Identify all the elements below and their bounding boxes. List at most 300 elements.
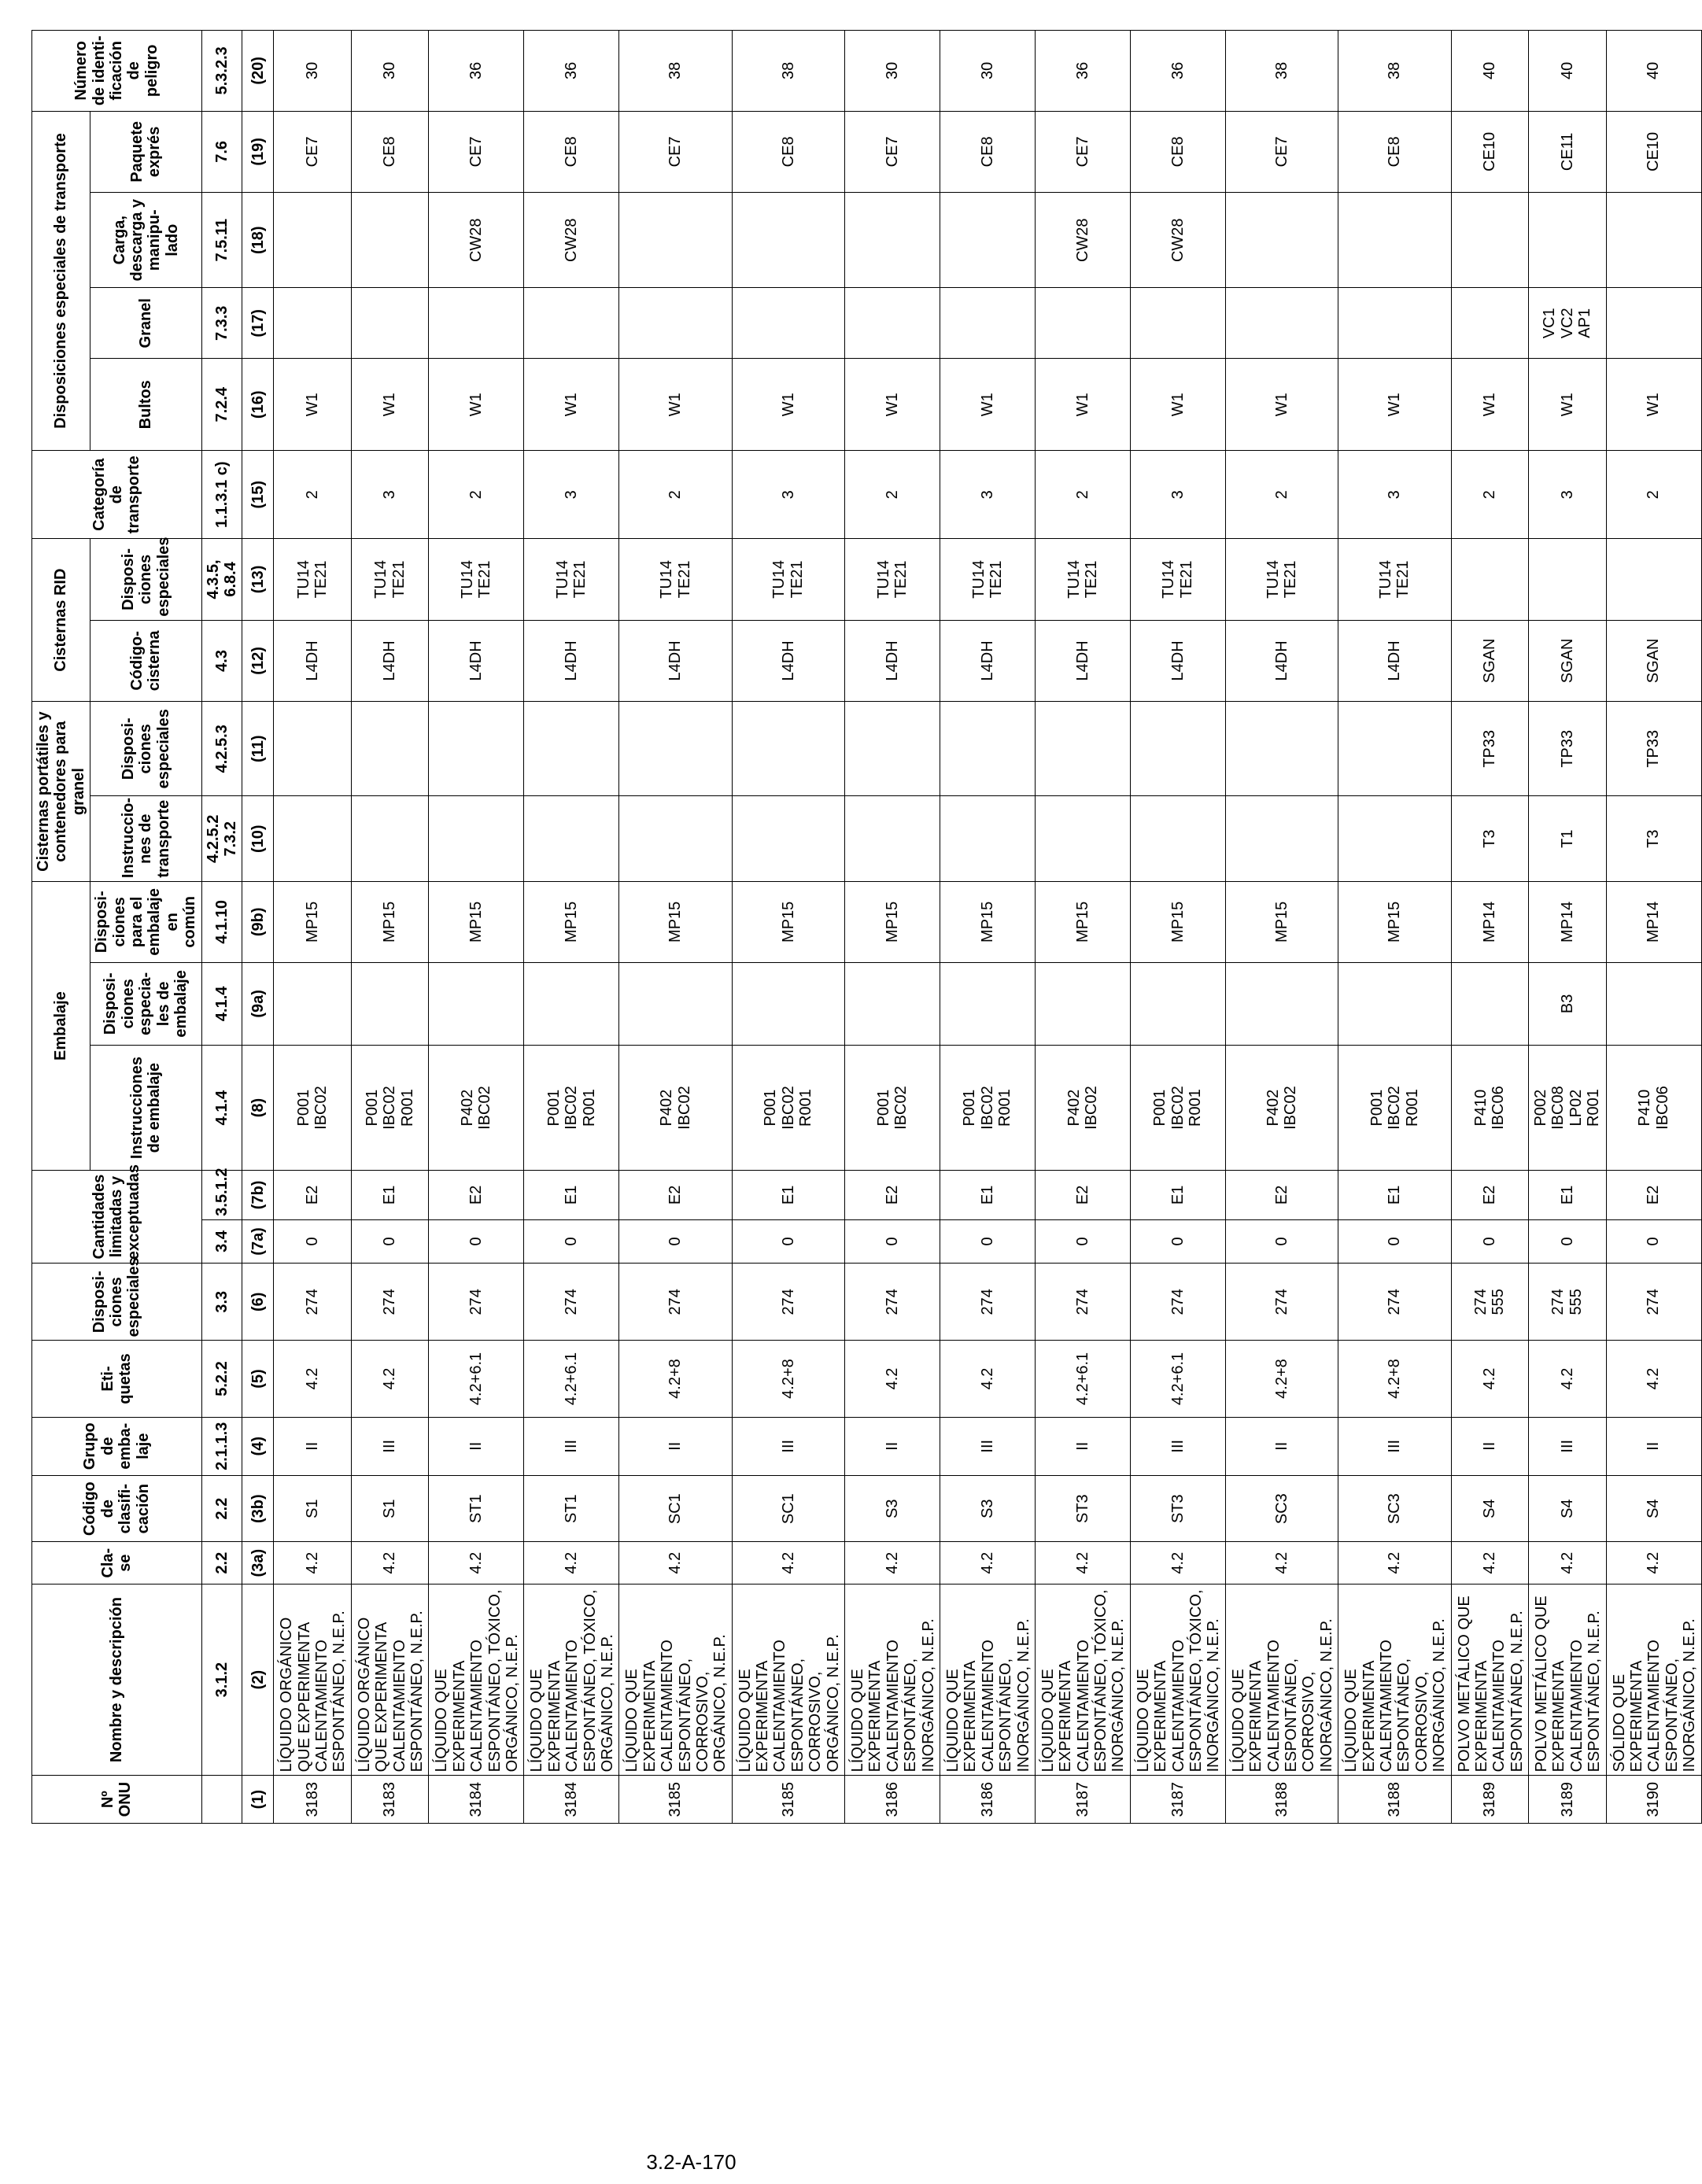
express-cell: CE8 [1130, 111, 1225, 193]
bulk-cell [1606, 288, 1701, 359]
packing-group-cell: II [619, 1417, 732, 1475]
packing-instructions-cell: P001 IBC02 [845, 1046, 940, 1171]
name-cell: LÍQUIDO QUE EXPERIMENTA CALENTAMIENTO ESPONTÁNEO, TÓXICO, ORGÁNICO, N.E.P. [524, 1584, 619, 1776]
tank-special-provisions-cell [1225, 702, 1338, 796]
tank-special-provisions-cell: TP33 [1529, 702, 1607, 796]
tank-special-provisions-cell: TP33 [1606, 702, 1701, 796]
transport-category-cell: 3 [1130, 451, 1225, 539]
loading-cell [619, 193, 732, 288]
packing-group-cell: II [429, 1417, 524, 1475]
loading-cell [940, 193, 1035, 288]
packing-instructions-cell: P001 IBC02 [274, 1046, 352, 1171]
hazard-id-cell: 36 [429, 31, 524, 112]
name-cell: POLVO METÁLICO QUE EXPERIMENTA CALENTAMIENTO ESPONTÁNEO, N.E.P. [1451, 1584, 1529, 1776]
mixed-packing-provisions-cell: MP14 [1451, 882, 1529, 962]
excepted-quantity-cell: E1 [524, 1171, 619, 1220]
name-cell: LÍQUIDO QUE EXPERIMENTA CALENTAMIENTO ESPONTÁNEO, TÓXICO, INORGÁNICO, N.E.P. [1035, 1584, 1130, 1776]
excepted-quantity-cell: E2 [619, 1171, 732, 1220]
packing-group-cell: II [1035, 1417, 1130, 1475]
mixed-packing-provisions-cell: MP15 [1130, 882, 1225, 962]
limited-quantity-cell: 0 [274, 1219, 352, 1263]
rid-special-provisions-cell: TU14 TE21 [274, 539, 352, 620]
tank-special-provisions-cell [524, 702, 619, 796]
special-packing-provisions-cell [1606, 962, 1701, 1046]
header-rid-special-provisions: Disposi-ciones especiales [90, 539, 201, 620]
ref-cell: 5.3.2.3 [201, 31, 242, 112]
limited-quantity-cell: 0 [845, 1219, 940, 1263]
rid-special-provisions-cell: TU14 TE21 [1338, 539, 1451, 620]
name-cell: LÍQUIDO ORGÁNICO QUE EXPERIMENTA CALENTAMIENTO ESPONTÁNEO, N.E.P. [274, 1584, 352, 1776]
packages-cell: W1 [351, 359, 429, 451]
column-number-cell: (7b) [242, 1171, 274, 1220]
transport-category-cell: 2 [1225, 451, 1338, 539]
express-cell: CE8 [524, 111, 619, 193]
class-cell: 4.2 [1606, 1542, 1701, 1584]
name-cell: LÍQUIDO QUE EXPERIMENTA CALENTAMIENTO ESPONTÁNEO, CORROSIVO, ORGÁNICO, N.E.P. [732, 1584, 844, 1776]
packages-cell: W1 [1130, 359, 1225, 451]
packages-cell: W1 [845, 359, 940, 451]
special-provisions-cell: 274 555 [1529, 1264, 1607, 1341]
packing-group-cell: II [274, 1417, 352, 1475]
class-cell: 4.2 [1035, 1542, 1130, 1584]
mixed-packing-provisions-cell: MP14 [1529, 882, 1607, 962]
express-cell: CE8 [732, 111, 844, 193]
express-cell: CE8 [351, 111, 429, 193]
packing-instructions-cell: P402 IBC02 [619, 1046, 732, 1171]
packing-group-cell: III [1130, 1417, 1225, 1475]
tank-instructions-cell: T3 [1606, 796, 1701, 882]
un-number-cell: 3190 [1606, 1776, 1701, 1824]
column-number-cell: (3a) [242, 1542, 274, 1584]
loading-cell: CW28 [429, 193, 524, 288]
excepted-quantity-cell: E2 [1035, 1171, 1130, 1220]
special-packing-provisions-cell: B3 [1529, 962, 1607, 1046]
ref-cell: 2.1.1.3 [201, 1417, 242, 1475]
mixed-packing-provisions-cell: MP15 [1225, 882, 1338, 962]
header-un-number: Nº ONU [32, 1776, 202, 1824]
class-cell: 4.2 [351, 1542, 429, 1584]
packages-cell: W1 [1606, 359, 1701, 451]
special-packing-provisions-cell [524, 962, 619, 1046]
transport-category-cell: 2 [1451, 451, 1529, 539]
rid-special-provisions-cell [1451, 539, 1529, 620]
class-cell: 4.2 [524, 1542, 619, 1584]
excepted-quantity-cell: E2 [429, 1171, 524, 1220]
mixed-packing-provisions-cell: MP15 [940, 882, 1035, 962]
header-limited-excepted: Cantidades limitadas y exceptuadas [32, 1171, 202, 1264]
tank-special-provisions-cell [274, 702, 352, 796]
class-cell: 4.2 [1529, 1542, 1607, 1584]
packing-group-cell: III [1338, 1417, 1451, 1475]
column-number-cell: (13) [242, 539, 274, 620]
column-number-cell: (4) [242, 1417, 274, 1475]
header-mixed-packing-provisions: Disposi-ciones para el embalaje en común [90, 882, 201, 962]
tank-instructions-cell [1035, 796, 1130, 882]
hazard-id-cell: 36 [1035, 31, 1130, 112]
special-packing-provisions-cell [732, 962, 844, 1046]
tank-instructions-cell [619, 796, 732, 882]
excepted-quantity-cell: E1 [1130, 1171, 1225, 1220]
rid-special-provisions-cell: TU14 TE21 [619, 539, 732, 620]
hazard-id-cell: 36 [524, 31, 619, 112]
special-provisions-cell: 274 [429, 1264, 524, 1341]
header-tank-code: Código-cisterna [90, 620, 201, 701]
rid-special-provisions-cell: TU14 TE21 [1035, 539, 1130, 620]
transport-category-cell: 3 [524, 451, 619, 539]
loading-cell [732, 193, 844, 288]
class-cell: 4.2 [732, 1542, 844, 1584]
ref-cell: 3.1.2 [201, 1584, 242, 1776]
special-provisions-cell: 274 [1035, 1264, 1130, 1341]
hazard-id-cell: 36 [1130, 31, 1225, 112]
special-provisions-cell: 274 555 [1451, 1264, 1529, 1341]
column-number-row [242, 31, 274, 1824]
bulk-cell [429, 288, 524, 359]
hazard-id-cell: 38 [619, 31, 732, 112]
column-number-cell: (15) [242, 451, 274, 539]
name-cell: LÍQUIDO QUE EXPERIMENTA CALENTAMIENTO ESPONTÁNEO, CORROSIVO, ORGÁNICO, N.E.P. [619, 1584, 732, 1776]
un-number-cell: 3188 [1225, 1776, 1338, 1824]
packages-cell: W1 [1338, 359, 1451, 451]
column-number-cell: (5) [242, 1341, 274, 1417]
column-number-cell: (11) [242, 702, 274, 796]
limited-quantity-cell: 0 [1130, 1219, 1225, 1263]
header-hazard-id: Número de identi-ficación de peligro [32, 31, 202, 112]
ref-cell: 3.5.1.2 [201, 1171, 242, 1220]
special-packing-provisions-cell [1225, 962, 1338, 1046]
labels-cell: 4.2+6.1 [429, 1341, 524, 1417]
special-packing-provisions-cell [429, 962, 524, 1046]
mixed-packing-provisions-cell: MP15 [429, 882, 524, 962]
name-cell: LÍQUIDO QUE EXPERIMENTA CALENTAMIENTO ESPONTÁNEO, INORGÁNICO, N.E.P. [940, 1584, 1035, 1776]
tank-instructions-cell [1338, 796, 1451, 882]
tank-instructions-cell [429, 796, 524, 882]
transport-category-cell: 3 [732, 451, 844, 539]
tank-special-provisions-cell [619, 702, 732, 796]
mixed-packing-provisions-cell: MP15 [351, 882, 429, 962]
mixed-packing-provisions-cell: MP15 [1035, 882, 1130, 962]
transport-category-cell: 2 [429, 451, 524, 539]
table-row [274, 31, 352, 1824]
class-cell: 4.2 [845, 1542, 940, 1584]
bulk-cell: VC1 VC2 AP1 [1529, 288, 1607, 359]
labels-cell: 4.2 [1606, 1341, 1701, 1417]
name-cell: LÍQUIDO ORGÁNICO QUE EXPERIMENTA CALENTAMIENTO ESPONTÁNEO, N.E.P. [351, 1584, 429, 1776]
ref-cell [201, 1776, 242, 1824]
header-transport-category: Categoría de transporte [32, 451, 202, 539]
bulk-cell [351, 288, 429, 359]
bulk-cell [619, 288, 732, 359]
packing-instructions-cell: P402 IBC02 [1225, 1046, 1338, 1171]
loading-cell [845, 193, 940, 288]
header-packaging: Embalaje [32, 882, 90, 1171]
bulk-cell [1130, 288, 1225, 359]
labels-cell: 4.2 [1529, 1341, 1607, 1417]
column-number-cell: (20) [242, 31, 274, 112]
name-cell: SÓLIDO QUE EXPERIMENTA CALENTAMIENTO ESPONTÁNEO, INORGÁNICO, N.E.P. [1606, 1584, 1701, 1776]
labels-cell: 4.2 [845, 1341, 940, 1417]
ref-cell: 4.3.5, 6.8.4 [201, 539, 242, 620]
tank-code-cell: L4DH [1225, 620, 1338, 701]
packages-cell: W1 [619, 359, 732, 451]
excepted-quantity-cell: E2 [274, 1171, 352, 1220]
loading-cell: CW28 [1035, 193, 1130, 288]
ref-cell: 5.2.2 [201, 1341, 242, 1417]
ref-cell: 1.1.3.1 c) [201, 451, 242, 539]
header-tank-instructions: Instruccio-nes de transporte [90, 796, 201, 882]
classification-code-cell: SC1 [619, 1475, 732, 1542]
packing-instructions-cell: P002 IBC08 LP02 R001 [1529, 1046, 1607, 1171]
packing-instructions-cell: P001 IBC02 R001 [351, 1046, 429, 1171]
class-cell: 4.2 [429, 1542, 524, 1584]
header-class: Cla-se [32, 1542, 202, 1584]
hazard-id-cell: 30 [845, 31, 940, 112]
column-number-cell: (1) [242, 1776, 274, 1824]
un-number-cell: 3183 [351, 1776, 429, 1824]
name-cell: LÍQUIDO QUE EXPERIMENTA CALENTAMIENTO ESPONTÁNEO, TÓXICO, INORGÁNICO, N.E.P. [1130, 1584, 1225, 1776]
hazard-id-cell: 30 [274, 31, 352, 112]
labels-cell: 4.2 [351, 1341, 429, 1417]
packing-group-cell: III [524, 1417, 619, 1475]
express-cell: CE10 [1606, 111, 1701, 193]
rid-special-provisions-cell: TU14 TE21 [524, 539, 619, 620]
rotated-table-wrapper [31, 30, 1699, 1824]
labels-cell: 4.2 [940, 1341, 1035, 1417]
labels-cell: 4.2+8 [732, 1341, 844, 1417]
excepted-quantity-cell: E2 [1225, 1171, 1338, 1220]
ref-cell: 2.2 [201, 1475, 242, 1542]
labels-cell: 4.2+8 [1338, 1341, 1451, 1417]
mixed-packing-provisions-cell: MP15 [274, 882, 352, 962]
rid-special-provisions-cell: TU14 TE21 [1130, 539, 1225, 620]
tank-special-provisions-cell: TP33 [1451, 702, 1529, 796]
limited-quantity-cell: 0 [1035, 1219, 1130, 1263]
ref-cell: 4.1.4 [201, 1046, 242, 1171]
header-packing-instructions: Instrucciones de embalaje [90, 1046, 201, 1171]
transport-category-cell: 3 [1338, 451, 1451, 539]
hazard-id-cell: 30 [940, 31, 1035, 112]
bulk-cell [274, 288, 352, 359]
packages-cell: W1 [1529, 359, 1607, 451]
packing-group-cell: III [351, 1417, 429, 1475]
special-provisions-cell: 274 [732, 1264, 844, 1341]
un-number-cell: 3188 [1338, 1776, 1451, 1824]
tank-special-provisions-cell [1035, 702, 1130, 796]
classification-code-cell: SC3 [1225, 1475, 1338, 1542]
tank-instructions-cell [524, 796, 619, 882]
special-packing-provisions-cell [274, 962, 352, 1046]
bulk-cell [732, 288, 844, 359]
packing-group-cell: II [1606, 1417, 1701, 1475]
header-loading: Carga, descarga y manipu-lado [90, 193, 201, 288]
express-cell: CE8 [940, 111, 1035, 193]
ref-cell: 7.6 [201, 111, 242, 193]
transport-category-cell: 2 [619, 451, 732, 539]
limited-quantity-cell: 0 [351, 1219, 429, 1263]
labels-cell: 4.2+6.1 [524, 1341, 619, 1417]
packing-instructions-cell: P410 IBC06 [1451, 1046, 1529, 1171]
column-number-cell: (18) [242, 193, 274, 288]
un-number-cell: 3186 [845, 1776, 940, 1824]
tank-code-cell: L4DH [732, 620, 844, 701]
packages-cell: W1 [429, 359, 524, 451]
express-cell: CE7 [845, 111, 940, 193]
un-number-cell: 3183 [274, 1776, 352, 1824]
packing-group-cell: III [732, 1417, 844, 1475]
tank-instructions-cell [845, 796, 940, 882]
loading-cell [1529, 193, 1607, 288]
table-row [732, 31, 844, 1824]
header-special-provisions: Disposi-ciones especiales [32, 1264, 202, 1341]
special-provisions-cell: 274 [940, 1264, 1035, 1341]
rid-special-provisions-cell: TU14 TE21 [845, 539, 940, 620]
header-portable-tanks: Cisternas portátiles y contenedores para granel [32, 702, 90, 882]
bulk-cell [1225, 288, 1338, 359]
table-row [429, 31, 524, 1824]
tank-instructions-cell: T3 [1451, 796, 1529, 882]
rid-special-provisions-cell: TU14 TE21 [1225, 539, 1338, 620]
express-cell: CE7 [429, 111, 524, 193]
express-cell: CE10 [1451, 111, 1529, 193]
classification-code-cell: S3 [845, 1475, 940, 1542]
express-cell: CE7 [1035, 111, 1130, 193]
classification-code-cell: S4 [1606, 1475, 1701, 1542]
labels-cell: 4.2+6.1 [1035, 1341, 1130, 1417]
special-provisions-cell: 274 [274, 1264, 352, 1341]
transport-category-cell: 3 [1529, 451, 1607, 539]
ref-cell: 4.2.5.3 [201, 702, 242, 796]
rid-special-provisions-cell [1529, 539, 1607, 620]
packing-instructions-cell: P001 IBC02 R001 [1338, 1046, 1451, 1171]
loading-cell [1606, 193, 1701, 288]
tank-special-provisions-cell [845, 702, 940, 796]
column-number-cell: (16) [242, 359, 274, 451]
transport-category-cell: 3 [351, 451, 429, 539]
tank-instructions-cell [274, 796, 352, 882]
tank-code-cell: L4DH [351, 620, 429, 701]
loading-cell [1451, 193, 1529, 288]
ref-cell: 4.1.4 [201, 962, 242, 1046]
table-row [845, 31, 940, 1824]
limited-quantity-cell: 0 [524, 1219, 619, 1263]
rid-special-provisions-cell: TU14 TE21 [940, 539, 1035, 620]
mixed-packing-provisions-cell: MP15 [845, 882, 940, 962]
classification-code-cell: S1 [351, 1475, 429, 1542]
rid-special-provisions-cell: TU14 TE21 [429, 539, 524, 620]
table-row [524, 31, 619, 1824]
labels-cell: 4.2+8 [1225, 1341, 1338, 1417]
express-cell: CE7 [619, 111, 732, 193]
tank-instructions-cell [1225, 796, 1338, 882]
tank-code-cell: SGAN [1529, 620, 1607, 701]
limited-quantity-cell: 0 [1451, 1219, 1529, 1263]
column-number-cell: (8) [242, 1046, 274, 1171]
classification-code-cell: ST3 [1130, 1475, 1225, 1542]
excepted-quantity-cell: E1 [1338, 1171, 1451, 1220]
special-provisions-cell: 274 [524, 1264, 619, 1341]
limited-quantity-cell: 0 [429, 1219, 524, 1263]
packages-cell: W1 [732, 359, 844, 451]
tank-code-cell: L4DH [940, 620, 1035, 701]
table-row [1035, 31, 1130, 1824]
rid-special-provisions-cell: TU14 TE21 [351, 539, 429, 620]
tank-instructions-cell [351, 796, 429, 882]
classification-code-cell: ST1 [524, 1475, 619, 1542]
column-number-cell: (9b) [242, 882, 274, 962]
labels-cell: 4.2+6.1 [1130, 1341, 1225, 1417]
special-packing-provisions-cell [1338, 962, 1451, 1046]
table-row [1606, 31, 1701, 1824]
column-number-cell: (19) [242, 111, 274, 193]
special-packing-provisions-cell [619, 962, 732, 1046]
packages-cell: W1 [274, 359, 352, 451]
column-number-cell: (9a) [242, 962, 274, 1046]
labels-cell: 4.2+8 [619, 1341, 732, 1417]
hazard-id-cell: 40 [1529, 31, 1607, 112]
tank-special-provisions-cell [1130, 702, 1225, 796]
un-number-cell: 3184 [429, 1776, 524, 1824]
packages-cell: W1 [1225, 359, 1338, 451]
ref-cell: 3.4 [201, 1219, 242, 1263]
header-name: Nombre y descripción [32, 1584, 202, 1776]
tank-special-provisions-cell [940, 702, 1035, 796]
classification-code-cell: S4 [1451, 1475, 1529, 1542]
bulk-cell [845, 288, 940, 359]
rid-special-provisions-cell [1606, 539, 1701, 620]
excepted-quantity-cell: E2 [845, 1171, 940, 1220]
excepted-quantity-cell: E1 [1529, 1171, 1607, 1220]
tank-code-cell: L4DH [429, 620, 524, 701]
packing-group-cell: III [940, 1417, 1035, 1475]
un-number-cell: 3186 [940, 1776, 1035, 1824]
packing-instructions-cell: P410 IBC06 [1606, 1046, 1701, 1171]
express-cell: CE7 [1225, 111, 1338, 193]
tank-code-cell: L4DH [619, 620, 732, 701]
column-number-cell: (6) [242, 1264, 274, 1341]
transport-category-cell: 2 [1606, 451, 1701, 539]
un-number-cell: 3187 [1035, 1776, 1130, 1824]
packing-instructions-cell: P001 IBC02 R001 [940, 1046, 1035, 1171]
express-cell: CE7 [274, 111, 352, 193]
header-special-packing-provisions: Disposi-ciones especia-les de embalaje [90, 962, 201, 1046]
dangerous-goods-table [31, 30, 1702, 1824]
tank-special-provisions-cell [429, 702, 524, 796]
class-cell: 4.2 [274, 1542, 352, 1584]
ref-cell: 7.5.11 [201, 193, 242, 288]
packages-cell: W1 [1035, 359, 1130, 451]
class-cell: 4.2 [1225, 1542, 1338, 1584]
express-cell: CE8 [1338, 111, 1451, 193]
special-packing-provisions-cell [1035, 962, 1130, 1046]
loading-cell [351, 193, 429, 288]
mixed-packing-provisions-cell: MP15 [1338, 882, 1451, 962]
loading-cell: CW28 [1130, 193, 1225, 288]
name-cell: LÍQUIDO QUE EXPERIMENTA CALENTAMIENTO ESPONTÁNEO, TÓXICO, ORGÁNICO, N.E.P. [429, 1584, 524, 1776]
class-cell: 4.2 [1338, 1542, 1451, 1584]
special-provisions-cell: 274 [1338, 1264, 1451, 1341]
ref-cell: 4.3 [201, 620, 242, 701]
tank-instructions-cell [940, 796, 1035, 882]
transport-category-cell: 2 [274, 451, 352, 539]
un-number-cell: 3189 [1529, 1776, 1607, 1824]
packing-instructions-cell: P001 IBC02 R001 [1130, 1046, 1225, 1171]
hazard-id-cell: 40 [1606, 31, 1701, 112]
excepted-quantity-cell: E2 [1606, 1171, 1701, 1220]
header-packing-group: Grupo de emba-laje [32, 1417, 202, 1475]
table-body [274, 31, 1701, 1824]
packages-cell: W1 [1451, 359, 1529, 451]
limited-quantity-cell: 0 [1225, 1219, 1338, 1263]
